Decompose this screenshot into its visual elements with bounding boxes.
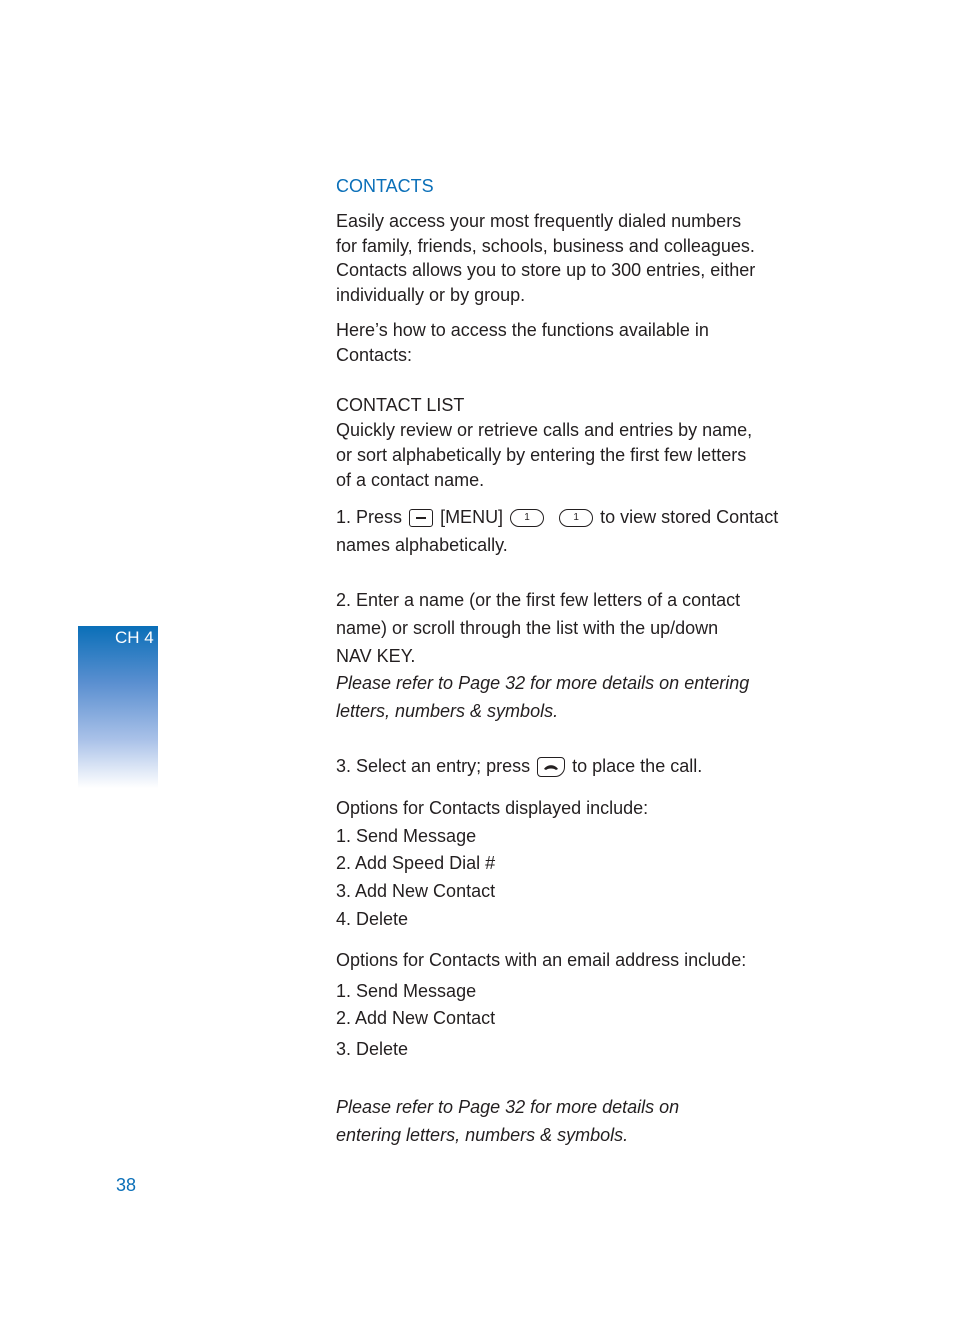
subsection-line-3: of a contact name.: [336, 470, 485, 490]
access-line-2: Contacts:: [336, 345, 413, 365]
one-key-icon: 1: [559, 509, 593, 527]
step-2-note-line-2: letters, numbers & symbols.: [336, 701, 559, 721]
intro-line-1: Easily access your most frequently dialed numbers: [336, 211, 742, 231]
options-displayed-item: 3. Add New Contact: [336, 881, 496, 901]
options-displayed-item: 2. Add Speed Dial #: [336, 853, 496, 873]
final-note-line-2: entering letters, numbers & symbols.: [336, 1125, 629, 1145]
one-key-icon: 1: [510, 509, 544, 527]
intro-line-3: Contacts allows you to store up to 300 entries, either: [336, 260, 756, 280]
step-2-line-2: name) or scroll through the list with the up/down: [336, 618, 719, 638]
step-1-menu: [MENU]: [440, 507, 504, 527]
options-displayed-title: Options for Contacts displayed include:: [336, 798, 649, 818]
subsection-line-2: or sort alphabetically by entering the first few letters: [336, 445, 747, 465]
options-displayed-item: 1. Send Message: [336, 826, 477, 846]
step-2-line-3: NAV KEY.: [336, 646, 416, 666]
options-email-item: 3. Delete: [336, 1039, 409, 1059]
step-1: [336, 505, 778, 530]
chapter-tab-label: CH 4: [115, 628, 154, 647]
page-number: 38: [116, 1175, 137, 1195]
step-3: [336, 754, 702, 779]
intro-line-2: for family, friends, schools, business and colleagues.: [336, 236, 755, 256]
step-3-suffix: to place the call.: [572, 756, 703, 776]
access-line-1: Here’s how to access the functions available in: [336, 320, 709, 340]
step-3-prefix: 3. Select an entry; press: [336, 756, 531, 776]
send-key-icon: [537, 757, 565, 777]
options-email-title: Options for Contacts with an email address include:: [336, 950, 747, 970]
chapter-tab: [78, 626, 158, 788]
step-1-suffix: to view stored Contact: [600, 507, 779, 527]
final-note-line-1: Please refer to Page 32 for more details on: [336, 1097, 680, 1117]
options-email-item: 1. Send Message: [336, 981, 477, 1001]
section-title: CONTACTS: [336, 176, 434, 196]
menu-key-icon: [409, 509, 433, 527]
step-1-prefix: 1. Press: [336, 507, 403, 527]
subsection-title: CONTACT LIST: [336, 395, 465, 415]
options-displayed-item: 4. Delete: [336, 909, 409, 929]
subsection-line-1: Quickly review or retrieve calls and entries by name,: [336, 420, 753, 440]
intro-line-4: individually or by group.: [336, 285, 526, 305]
step-1-line-2: names alphabetically.: [336, 535, 508, 555]
options-email-item: 2. Add New Contact: [336, 1008, 496, 1028]
step-2-note-line-1: Please refer to Page 32 for more details on entering: [336, 673, 750, 693]
step-2-line-1: 2. Enter a name (or the first few letters of a contact: [336, 590, 741, 610]
